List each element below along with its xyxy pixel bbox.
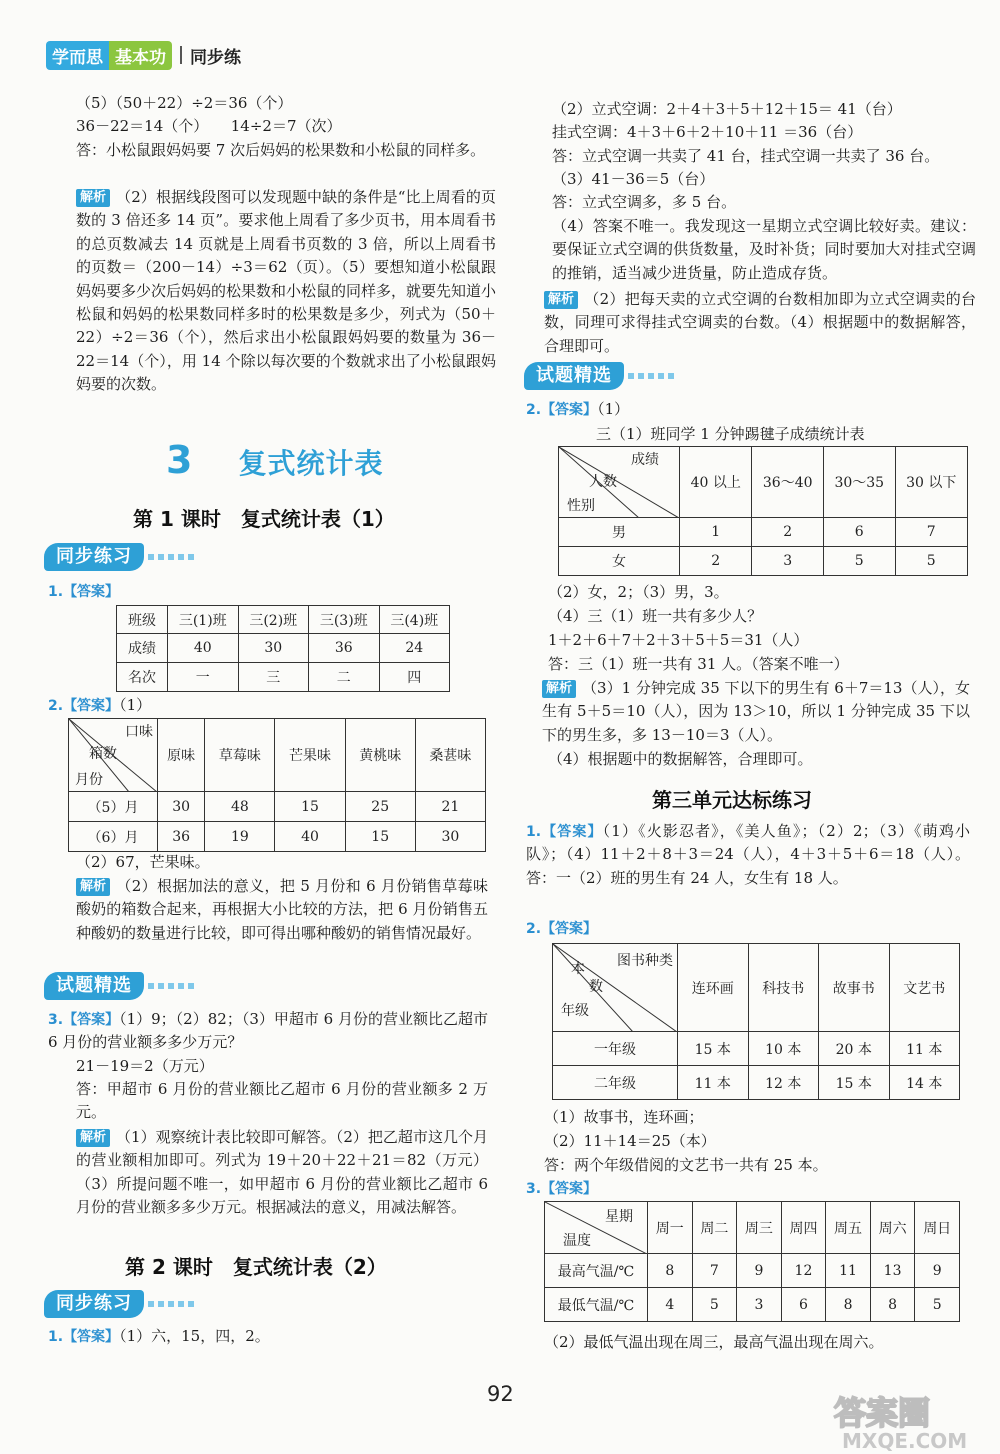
- answer-tag: 【答案】: [541, 824, 603, 840]
- answer-text: （1）9；（2）82；（3）甲超市 6 月份的营业额比乙超市 6 月份的营业额多多少万元？: [48, 1010, 488, 1052]
- banner-dots: [148, 1301, 198, 1307]
- table-cell: 三(1)班: [168, 606, 239, 634]
- table-cell: 9: [915, 1254, 960, 1288]
- unit-number: 3: [166, 438, 193, 482]
- analysis-text: （3）1 分钟完成 35 下以下的男生有 6＋7＝13（人），女生有 5＋5＝10（人），因为 13＞10，所以 1 分钟完成 35 下以下的男生多，多 13－10＝3（人）。: [542, 679, 970, 744]
- diag-label: 年级: [561, 1003, 589, 1019]
- table-cell: 三(4)班: [379, 606, 450, 634]
- diagonal-header-cell: [69, 719, 158, 792]
- answer-tag: 【答案】: [541, 921, 598, 937]
- table-cell: 三(2)班: [238, 606, 309, 634]
- question-number: 2.: [526, 921, 542, 937]
- analysis-block: [76, 186, 496, 397]
- answer-text: （4）答案不唯一。我发现这一星期立式空调比较好卖。建议：要保证立式空调的供货数量，及时补货；同时要加大对挂式空调的推销，适当减少进货量，防止造成存货。: [552, 217, 976, 282]
- table-cell: 15: [345, 822, 415, 852]
- table-cell: 7: [895, 518, 967, 547]
- table-cell: 24: [379, 634, 450, 663]
- table-cell: 19: [205, 822, 275, 852]
- text-line: 答：立式空调多，多 5 台。: [552, 193, 737, 211]
- table-cell: 11: [826, 1254, 871, 1288]
- lesson-title: 第 2 课时 复式统计表（2）: [125, 1255, 387, 1279]
- diag-label: 成绩: [631, 452, 659, 468]
- table-cell: 20 本: [819, 1032, 890, 1066]
- table-cell: 15: [275, 792, 345, 822]
- table-cell: 8: [648, 1254, 693, 1288]
- section-banner-select-right: [524, 362, 678, 390]
- diagonal-header-cell: [545, 1202, 648, 1254]
- table-cell: 14 本: [889, 1066, 960, 1100]
- column-header: 连环画: [678, 944, 749, 1032]
- column-header: 周一: [648, 1202, 693, 1254]
- analysis-text: （2）把每天卖的立式空调的台数相加即为立式空调卖的台数，同理可求得挂式空调卖的台数。（4）根据题中的数据解答，合理即可。: [544, 290, 976, 355]
- banner-dots: [628, 373, 678, 379]
- table-cell: 班级: [117, 606, 168, 634]
- table-cell: 1: [680, 518, 752, 547]
- table-cell: 9: [737, 1254, 782, 1288]
- table-cell: 7: [692, 1254, 737, 1288]
- brand-divider: [180, 46, 182, 64]
- diag-label: 箱数: [89, 746, 117, 762]
- text-line: （4）三（1）班一共有多少人？: [548, 607, 763, 625]
- column-header: 36～40: [752, 447, 824, 518]
- analysis-tag: 解析: [76, 1129, 110, 1147]
- analysis-block: [76, 875, 488, 945]
- table-cell: 8: [826, 1288, 871, 1322]
- question-number: 1.: [48, 584, 64, 600]
- text-line: （2）11＋14＝25（本）: [544, 1132, 716, 1150]
- analysis-block: [544, 288, 976, 358]
- table-cell: 12: [781, 1254, 826, 1288]
- table-cell: 成绩: [117, 634, 168, 663]
- analysis-tag: 解析: [542, 680, 576, 698]
- banner-dots: [148, 983, 198, 989]
- unit-title: [166, 438, 383, 482]
- watermark-logo: [826, 1390, 996, 1452]
- table-cell: 6: [823, 518, 895, 547]
- banner-dots: [148, 554, 198, 560]
- banner-label: 同步练习: [44, 1290, 144, 1318]
- analysis-tag: 解析: [76, 189, 110, 207]
- answer-tag: 【答案】: [63, 1012, 120, 1028]
- question-number: 3.: [48, 1012, 64, 1028]
- table-cell: 5: [823, 547, 895, 576]
- column-header: 周日: [915, 1202, 960, 1254]
- column-header: 芒果味: [275, 719, 345, 792]
- table-cell: 11 本: [678, 1066, 749, 1100]
- table-cell: 4: [648, 1288, 693, 1322]
- analysis-block: [542, 677, 970, 747]
- page-number: 92: [487, 1382, 514, 1406]
- diag-label: 星期: [605, 1209, 633, 1225]
- text-line: （2）67，芒果味。: [76, 853, 210, 871]
- table-shuttlecock-scores: [558, 446, 968, 576]
- column-header: 周五: [826, 1202, 871, 1254]
- text-line: 答：三（1）班一共有 31 人。（答案不唯一）: [548, 655, 849, 673]
- table-cell: 3: [737, 1288, 782, 1322]
- answer-text: 答：小松鼠跟妈妈要 7 次后妈妈的松果数和小松鼠的同样多。: [76, 141, 486, 159]
- question-1-answer: [48, 580, 119, 602]
- text-line: 21－19＝2（万元）: [76, 1057, 214, 1075]
- brand-header: [46, 42, 241, 68]
- text-line: （2）立式空调：2＋4＋3＋5＋12＋15＝ 41（台）: [552, 100, 902, 118]
- table-cell: 36: [158, 822, 205, 852]
- text-line: 答：立式空调一共卖了 41 台，挂式空调一共卖了 36 台。: [552, 147, 940, 165]
- analysis-text: （1）观察统计表比较即可解答。（2）把乙超市这几个月的营业额相加即可。列式为 19＋20＋22＋21＝82（万元）（3）所提问题不唯一，如甲超市 6 月份的营业额比乙超市 6 月份的营业额多多少万元。根据减法的意义，用减法解答。: [76, 1128, 488, 1217]
- column-header: 周二: [692, 1202, 737, 1254]
- answer-tag: 【答案】: [63, 698, 120, 714]
- column-header: 桑葚味: [415, 719, 485, 792]
- text-line: （1）故事书，连环画；: [544, 1108, 704, 1126]
- column-header: 科技书: [748, 944, 819, 1032]
- table-cell: 15 本: [678, 1032, 749, 1066]
- table-cell: 二: [309, 663, 380, 692]
- table-cell: 2: [752, 518, 824, 547]
- table-cell: 13: [870, 1254, 915, 1288]
- table-cell: 40: [275, 822, 345, 852]
- table-cell: 10 本: [748, 1032, 819, 1066]
- column-header: 周三: [737, 1202, 782, 1254]
- table-cell: 48: [205, 792, 275, 822]
- section-banner-select: [44, 972, 198, 1000]
- column-header: 文艺书: [889, 944, 960, 1032]
- table-cell: 5: [895, 547, 967, 576]
- diag-label: 人数: [589, 474, 617, 490]
- table-cell: 30: [415, 822, 485, 852]
- diag-label: 图书种类: [617, 953, 673, 969]
- text-line: 1＋2＋6＋7＋2＋3＋5＋5＝31（人）: [548, 631, 809, 649]
- column-header: 30～35: [823, 447, 895, 518]
- answer-tag: 【答案】: [541, 402, 598, 418]
- row-header: 女: [559, 547, 680, 576]
- table-cell: 40: [168, 634, 239, 663]
- text-line: （2）女，2；（3）男，3。: [548, 583, 729, 601]
- banner-label: 试题精选: [44, 972, 144, 1000]
- question-1-answer: [526, 820, 970, 890]
- section-banner-sync-2: [44, 1290, 198, 1318]
- section-banner-sync: [44, 543, 198, 571]
- answer-text: （1）: [597, 400, 630, 418]
- watermark-text: 答案圈: [834, 1394, 931, 1432]
- answer-tag: 【答案】: [541, 1181, 598, 1197]
- question-number: 1.: [48, 1329, 64, 1345]
- column-header: 草莓味: [205, 719, 275, 792]
- analysis-tag: 解析: [76, 878, 110, 896]
- diag-label: 性别: [567, 498, 595, 514]
- question-number: 2.: [526, 402, 542, 418]
- table-cell: 名次: [117, 663, 168, 692]
- table-cell: 30: [158, 792, 205, 822]
- row-header: 最低气温/℃: [545, 1288, 648, 1322]
- banner-label: 同步练习: [44, 543, 144, 571]
- table-cell: 5: [692, 1288, 737, 1322]
- brand-logo-part2: 基本功: [109, 41, 172, 70]
- analysis-text: （2）根据加法的意义，把 5 月份和 6 月份销售草莓味酸奶的箱数合起来，再根据大小比较的方法，把 6 月份销售五种酸奶的数量进行比较，即可得出哪种酸奶的销售情况最好。: [76, 877, 488, 942]
- table-cell: 25: [345, 792, 415, 822]
- diag-label: 口味: [125, 724, 153, 740]
- diag-label: 月份: [75, 772, 103, 788]
- text-line: 36－22＝14（个） 14÷2＝7（次）: [76, 117, 342, 135]
- brand-logo-part1: 学而思: [46, 41, 109, 70]
- answer-tag: 【答案】: [63, 584, 120, 600]
- question-2-answer: [526, 917, 597, 939]
- brand-series: 同步练: [190, 47, 241, 68]
- watermark-domain: MXQE.COM: [842, 1429, 968, 1452]
- table-cell: 5: [915, 1288, 960, 1322]
- analysis-block: [76, 1126, 488, 1220]
- answer-text: （1）六，15，四，2。: [119, 1327, 270, 1345]
- question-number: 2.: [48, 698, 64, 714]
- unit-test-title: 第三单元达标练习: [652, 788, 812, 812]
- row-header: 最高气温/℃: [545, 1254, 648, 1288]
- table-cell: 15 本: [819, 1066, 890, 1100]
- table-temperature: [544, 1201, 960, 1322]
- column-header: 40 以上: [680, 447, 752, 518]
- analysis-text: （2）根据线段图可以发现题中缺的条件是“比上周看的页数的 3 倍还多 14 页”。要求他上周看了多少页书，用本周看书的总页数减去 14 页就是上周看书页数的 3 倍，所以上周看书的页数＝（200－14）÷3＝62（页）。（5）要想知道小松鼠跟妈妈要多少次后妈妈的松果数和小松鼠的同样多，就要先知道小松鼠和妈妈的松果数同样多时的松果数是多少，列式为（50＋22）÷2＝36（个），然后求出小松鼠跟妈妈要的数量为 36－22＝14（个），用 14 个除以每次要的个数就求出了小松鼠跟妈妈要的次数。: [76, 188, 497, 394]
- row-header: （5）月: [69, 792, 158, 822]
- table-cell: 8: [870, 1288, 915, 1322]
- answer-text: 答：甲超市 6 月份的营业额比乙超市 6 月份的营业额多 2 万元。: [76, 1080, 488, 1122]
- table-cell: 11 本: [889, 1032, 960, 1066]
- text-line: （5）（50＋22）÷2＝36（个）: [76, 94, 293, 112]
- table-cell: 一: [168, 663, 239, 692]
- question-1-answer: [48, 1325, 270, 1347]
- diag-label: 本: [571, 961, 585, 977]
- table-class-scores: [116, 605, 450, 692]
- table-cell: 2: [680, 547, 752, 576]
- diag-label: 数: [589, 979, 603, 995]
- diagonal-header-cell: [553, 944, 678, 1032]
- question-2-answer: [526, 398, 629, 420]
- row-header: （6）月: [69, 822, 158, 852]
- table-cell: 四: [379, 663, 450, 692]
- answer-tag: 【答案】: [63, 1329, 120, 1345]
- table-cell: 12 本: [748, 1066, 819, 1100]
- table-cell: 3: [752, 547, 824, 576]
- column-header: 30 以下: [895, 447, 967, 518]
- text-line: （2）最低气温出现在周三，最高气温出现在周六。: [544, 1333, 884, 1351]
- answer-text: （1）: [119, 696, 152, 714]
- column-header: 故事书: [819, 944, 890, 1032]
- column-header: 周六: [870, 1202, 915, 1254]
- lesson-title: 第 1 课时 复式统计表（1）: [133, 507, 395, 531]
- column-header: 周四: [781, 1202, 826, 1254]
- column-header: 黄桃味: [345, 719, 415, 792]
- analysis-tag: 解析: [544, 291, 578, 309]
- row-header: 男: [559, 518, 680, 547]
- table-yogurt-sales: [68, 718, 486, 852]
- answer-text: （1）《火影忍者》，《美人鱼》；（2）2；（3）《萌鸡小队》；（4）11＋2＋8＋3＝24（人），4＋3＋5＋6＝18（人）。答：一（2）班的男生有 24 人，女生有 18 人。: [526, 822, 970, 887]
- text-line: 挂式空调：4＋3＋6＋2＋10＋11 ＝36（台）: [552, 123, 863, 141]
- table-cell: 36: [309, 634, 380, 663]
- unit-name: 复式统计表: [238, 447, 384, 480]
- table-cell: 21: [415, 792, 485, 822]
- table-cell: 6: [781, 1288, 826, 1322]
- diagonal-header-cell: [559, 447, 680, 518]
- question-number: 1.: [526, 824, 542, 840]
- table-cell: 三: [238, 663, 309, 692]
- table-title: 三（1）班同学 1 分钟踢毽子成绩统计表: [596, 425, 865, 443]
- banner-label: 试题精选: [524, 362, 624, 390]
- text-line: 答：两个年级借阅的文艺书一共有 25 本。: [544, 1156, 828, 1174]
- text-line: （3）41－36＝5（台）: [552, 170, 715, 188]
- question-2-answer: [48, 694, 151, 716]
- diag-label: 温度: [563, 1233, 591, 1249]
- table-cell: 三(3)班: [309, 606, 380, 634]
- question-number: 3.: [526, 1181, 542, 1197]
- row-header: 一年级: [553, 1032, 678, 1066]
- row-header: 二年级: [553, 1066, 678, 1100]
- question-3-answer: [526, 1177, 597, 1199]
- table-cell: 30: [238, 634, 309, 663]
- question-3-answer: [48, 1008, 488, 1055]
- text-line: （4）根据题中的数据解答，合理即可。: [548, 750, 813, 768]
- column-header: 原味: [158, 719, 205, 792]
- table-book-borrowing: [552, 943, 960, 1100]
